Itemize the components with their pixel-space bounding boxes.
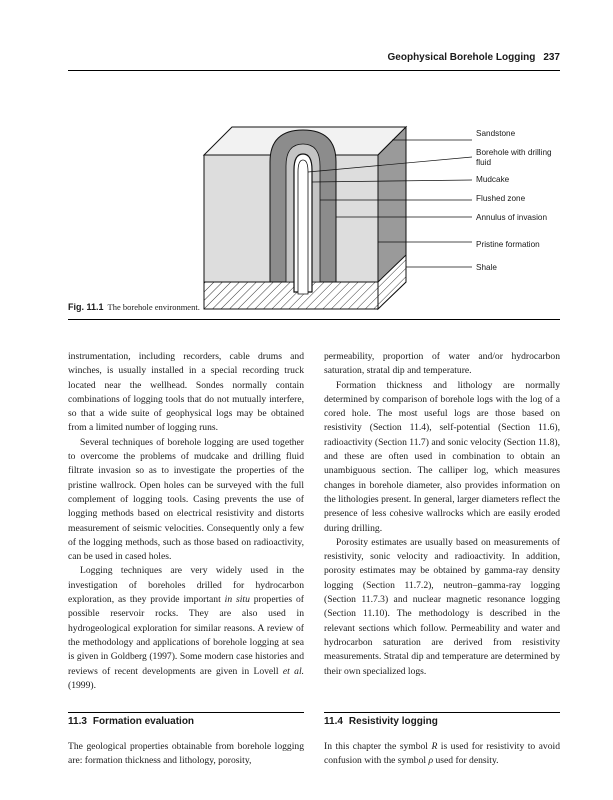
label-shale: Shale: [476, 263, 497, 272]
figure-caption: [68, 302, 200, 312]
figure-caption-label: Fig. 11.1: [68, 302, 104, 312]
paragraph: Logging techniques are very widely used in the investigation of boreholes drilled for hydrocarbon exploration, as they provide important in situ properties of possible reservoir rocks. They are also used in hydrogeological exploration for similar reasons. A review of the methodology and applications of borehole logging at sea is given in Goldberg (1997). Some modern case histories and reviews of recent developments are given in Lovell et al. (1999).: [68, 565, 305, 691]
paragraph: permeability, proportion of water and/or hydrocarbon saturation, stratal dip and temperature.: [324, 351, 560, 377]
label-sandstone: Sandstone: [476, 129, 516, 138]
section-rule: [68, 712, 304, 713]
running-head: [68, 52, 560, 70]
section-title: Formation evaluation: [92, 716, 195, 727]
figure-rule: [68, 319, 560, 320]
paragraph: Porosity estimates are usually based on measurements of resistivity, sonic velocity and radioactivity. In addition, porosity estimates may be obtained by gamma-ray density logging (Section 11.7.2), neutron–gamma-ray logging (Section 11.7.3) and nuclear magnetic resonance logging (Section 11.10). The methodology is described in the relevant sections which follow. Permeability and water and hydrocarbon saturation are derived from resistivity measurements. Stratal dip and temperature are determined by their own specialized logs.: [324, 536, 560, 677]
label-mudcake: Mudcake: [476, 175, 510, 184]
shale-front-face: [204, 282, 378, 309]
figure-caption-text: The borehole environment.: [107, 302, 200, 312]
borehole-figure: [200, 92, 570, 314]
section-title: Resistivity logging: [348, 716, 438, 727]
section-11-4-body: In this chapter the symbol R is used for resistivity to avoid confusion with the symbol ρ used for density.: [324, 741, 560, 767]
page-number: 237: [543, 52, 560, 63]
section-number: 11.3: [68, 716, 87, 727]
section-number: 11.4: [324, 716, 343, 727]
label-annulus: Annulus of invasion: [476, 213, 548, 222]
section-11-3-body: The geological properties obtainable from borehole logging are: formation thickness and lithology, porosity,: [68, 741, 304, 767]
borehole-fluid: [298, 160, 308, 294]
section-heading-11-3: [68, 716, 194, 727]
label-borehole-fluid: fluid: [476, 158, 492, 167]
header-rule: [68, 70, 560, 71]
paragraph: instrumentation, including recorders, cable drums and winches, is usually installed in a special recording truck located near the wellhead. Sondes normally contain combinations of logging tools that do not mutually interfere, so that a wide suite of geophysical logs may be obtained from a limited number of logging runs.: [68, 351, 304, 434]
left-column: [68, 350, 304, 693]
label-flushed-zone: Flushed zone: [476, 194, 526, 203]
section-heading-11-4: [324, 716, 438, 727]
label-borehole: Borehole with drilling: [476, 148, 552, 157]
paragraph: Formation thickness and lithology are normally determined by comparison of borehole logs with the log of a cored hole. The most useful logs are those based on resistivity (Section 11.4), self-potential (Section 11.6), radioactivity (Section 11.7) and sonic velocity (Section 11.8), and these are often used in combination to obtain an unambiguous section. The calliper log, which measures changes in borehole diameter, also provides information on the lithologies present. In general, larger diameters reflect the presence of less cohesive wallrocks which are easily eroded during drilling.: [324, 379, 560, 534]
right-column: [324, 350, 560, 679]
paragraph: Several techniques of borehole logging are used together to overcome the problems of mudcake and drilling fluid filtrate invasion so as to investigate the properties of the pristine wallrock. Open holes can be surveyed with the full complement of logging tools. Casing prevents the use of logging methods based on electrical resistivity and distorts measurement of seismic velocities. Consequently only a few of the logging methods, such as those based on radioactivity, can be used in cased holes.: [68, 436, 304, 563]
label-pristine-formation: Pristine formation: [476, 240, 540, 249]
section-rule: [324, 712, 560, 713]
running-title: Geophysical Borehole Logging: [387, 52, 536, 63]
